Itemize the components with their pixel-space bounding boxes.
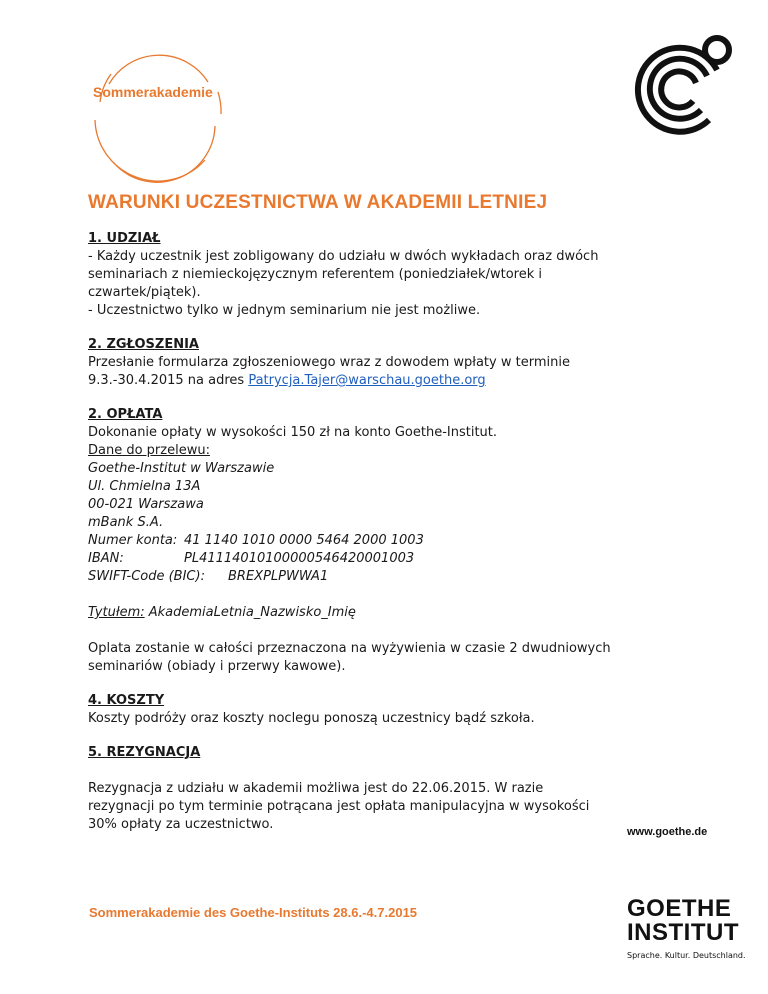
section-udzial: [88, 230, 613, 320]
goethe-institut-wordmark: [627, 897, 739, 945]
conditions-content: [88, 230, 613, 850]
website-link[interactable]: www.goethe.de: [627, 826, 708, 838]
iban-value: PL41114010100000546420001003: [184, 551, 415, 566]
program-logo-text: Sommerakademie: [93, 84, 213, 100]
page-title: WARUNKI UCZESTNICTWA W AKADEMII LETNIEJ: [88, 192, 548, 213]
brand-tagline: Sprache. Kultur. Deutschland.: [627, 951, 746, 960]
iban-label: IBAN:: [88, 551, 124, 566]
section-text: - Uczestnictwo tylko w jednym seminarium nie jest możliwe.: [88, 303, 481, 318]
account-label: Numer konta:: [88, 533, 178, 548]
section-koszty: [88, 692, 613, 728]
transfer-label: Dane do przelewu:: [88, 443, 210, 458]
section-zgloszenia: [88, 336, 613, 390]
section-text: Rezygnacja z udziału w akademii możliwa jest do 22.06.2015. W razie rezygnacji po tym terminie potrącana jest opłata manipulacyjna w wysokości 30% opłaty za uczestnictwo.: [88, 781, 590, 832]
brand-line: GOETHE: [627, 895, 732, 922]
swift-row: [88, 568, 613, 586]
section-heading: 4. KOSZTY: [88, 693, 165, 708]
goethe-circles-icon: [625, 30, 737, 142]
section-heading: 2. OPŁATA: [88, 407, 163, 422]
transfer-title-row: [88, 604, 613, 622]
account-row: [88, 532, 613, 550]
brand-line: INSTITUT: [627, 919, 739, 946]
address-line: 00-021 Warszawa: [88, 497, 204, 512]
section-heading: 1. UDZIAŁ: [88, 231, 161, 246]
section-heading: 5. REZYGNACJA: [88, 745, 201, 760]
email-link[interactable]: Patrycja.Tajer@warschau.goethe.org: [248, 373, 486, 388]
address-line: Ul. Chmielna 13A: [88, 479, 201, 494]
bank-name: mBank S.A.: [88, 515, 164, 530]
fee-note: Oplata zostanie w całości przeznaczona na wyżywienia w czasie 2 dwudniowych seminariów (obiady i przerwy kawowe).: [88, 641, 611, 674]
section-text: Koszty podróży oraz koszty noclegu ponoszą uczestnicy bądź szkoła.: [88, 711, 535, 726]
section-text: Dokonanie opłaty w wysokości 150 zł na konto Goethe-Institut.: [88, 425, 498, 440]
transfer-title-label: Tytułem:: [88, 605, 145, 620]
event-footer: Sommerakademie des Goethe-Instituts 28.6.-4.7.2015: [89, 905, 418, 920]
section-rezygnacja: [88, 744, 613, 834]
section-oplata: [88, 406, 613, 676]
account-value: 41 1140 1010 0000 5464 2000 1003: [184, 533, 424, 548]
swift-value: BREXPLPWWA1: [228, 569, 329, 584]
section-text: Przesłanie formularza zgłoszeniowego wraz z dowodem wpłaty w terminie 9.3.-30.4.2015 na adres: [88, 355, 570, 388]
iban-row: [88, 550, 613, 568]
section-text: - Każdy uczestnik jest zobligowany do udziału w dwóch wykładach oraz dwóch seminariach z niemieckojęzycznym referentem (poniedziałek/wtorek i czwartek/piątek).: [88, 249, 599, 300]
transfer-title-value: AkademiaLetnia_Nazwisko_Imię: [144, 605, 356, 620]
sommerakademie-logo-ring: [87, 44, 229, 186]
section-heading: 2. ZGŁOSZENIA: [88, 337, 199, 352]
address-line: Goethe-Institut w Warszawie: [88, 461, 275, 476]
swift-label: SWIFT-Code (BIC):: [88, 569, 205, 584]
